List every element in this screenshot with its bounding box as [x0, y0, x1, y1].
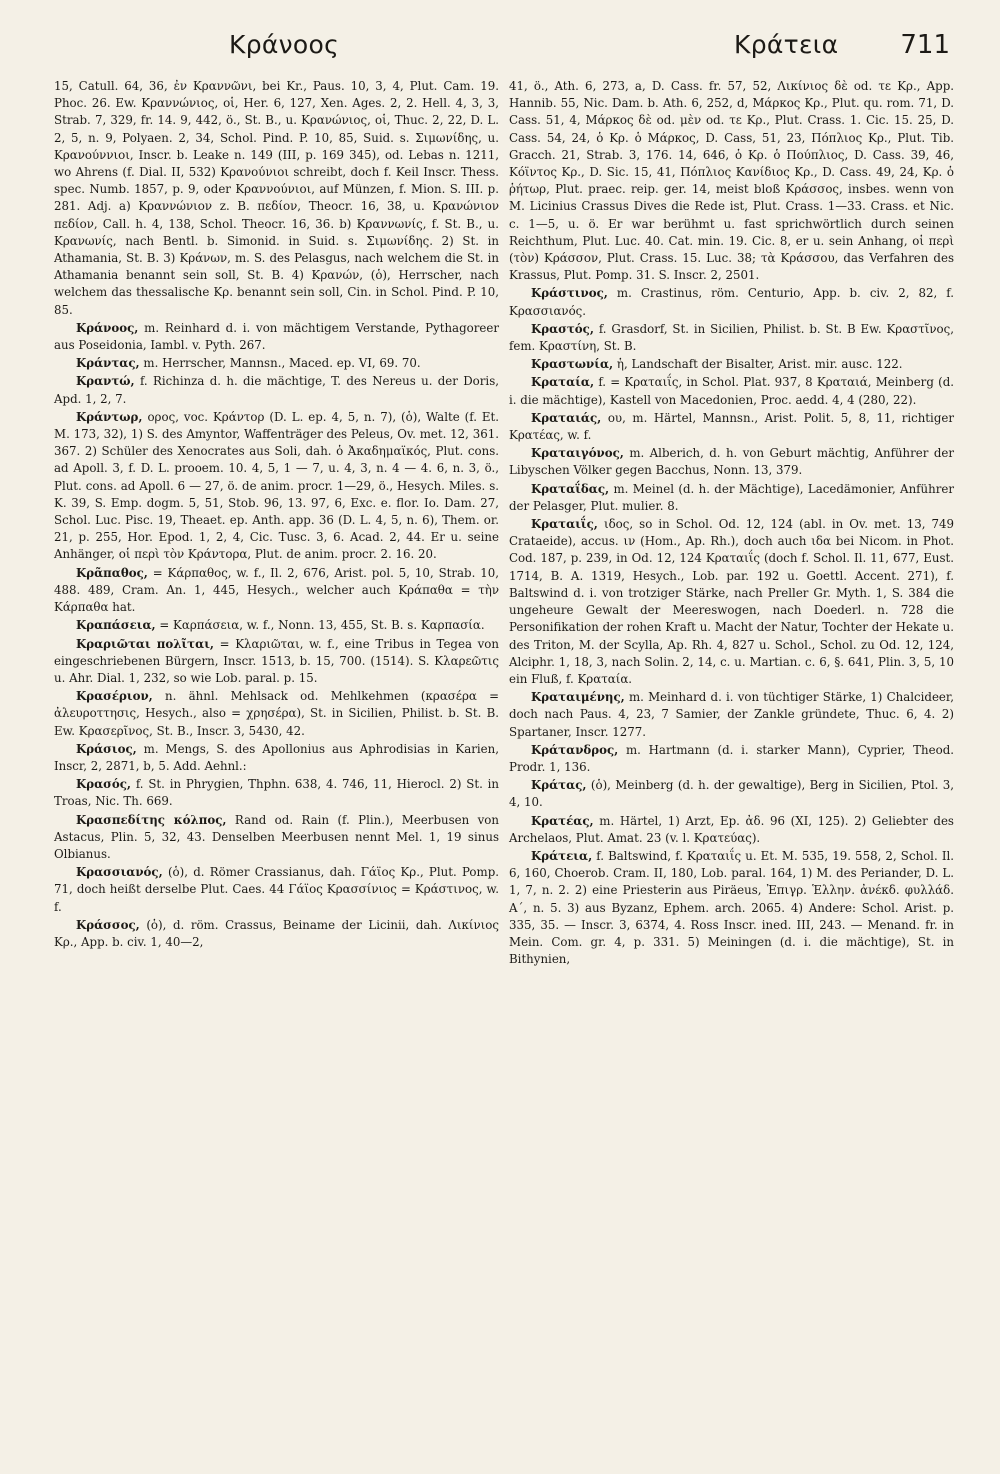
- entry-text: m. Reinhard d. i. von mächtigem Verstande, Pythagoreer aus Poseidonia, Iambl. v. Pyth. 267.: [54, 320, 499, 353]
- entry-text: ορος, voc. Κράντορ (D. L. ep. 4, 5, n. 7), (ὁ), Walte (f. Et. M. 173, 32), 1) S. des Amyntor, Waffenträger des Peleus, Ov. met. 12, 361. 367. 2) Schüler des Xenocrates aus Soli, dah. ὁ Ἀκαδημαϊκός, Plut. cons. ad Apoll. 3, f. D. L. prooem. 10. 4, 5, 1 — 7, u. 4, 3, n. 4 — 4. 6, n. 3, ö., Plut. cons. ad Apoll. 6 — 27, ö. de anim. procr. 1—29, ö., Hesych. Miles. s. K. 39, S. Emp. dogm. 5, 51, Stob. 96, 13. 97, 6, Exc. e. flor. Io. Dam. 27, Schol. Luc. Pisc. 19, Theaet. ep. Anth. app. 36 (D. L. 4, 5, n. 6), Them. or. 21, p. 255, Hor. Epod. 1, 2, 4, Cic. Tusc. 3, 6. Acad. 2, 44. Er u. seine Anhänger, οἱ περὶ τὸν Κράντορα, Plut. de anim. procr. 2. 16. 20.: [54, 409, 499, 562]
- entry-text: ἡ, Landschaft der Bisalter, Arist. mir. ausc. 122.: [616, 357, 903, 372]
- entry-lemma: Κραστωνία,: [531, 357, 614, 372]
- two-column-body: [54, 78, 954, 969]
- entry-lemma: Κρασός,: [76, 777, 132, 792]
- dictionary-entry: [54, 565, 499, 617]
- entry-text: = Καρπάσεια, w. f., Nonn. 13, 455, St. B. s. Καρπασία.: [159, 618, 485, 633]
- dictionary-entry: [54, 320, 499, 354]
- entry-lemma: Κράνοος,: [76, 320, 139, 335]
- left-running-headword: Κράνοος: [229, 30, 340, 59]
- dictionary-entry: [54, 373, 499, 407]
- dictionary-entry: [54, 812, 499, 864]
- entry-lemma: Κραταιμένης,: [531, 690, 625, 705]
- dictionary-entry: [509, 321, 954, 355]
- entry-text: n. ähnl. Mehlsack od. Mehlkehmen (κρασέρα = ἀλευροττησις, Hesych., also = χρησέρα), St. in Sicilien, Philist. b. St. B. Ew. Κρασερῖνος, St. B., Inscr. 3, 5430, 42.: [54, 689, 500, 738]
- dictionary-entry: [509, 445, 954, 479]
- entry-lemma: Κράτεια,: [531, 848, 593, 863]
- running-header: [54, 22, 954, 78]
- right-column: [509, 78, 954, 969]
- entry-lemma: Κράντας,: [76, 356, 140, 371]
- entry-text: m. Herrscher, Mannsn., Maced. ep. VI, 69. 70.: [143, 356, 421, 371]
- entry-lemma: Κράστινος,: [531, 286, 608, 301]
- dictionary-entry: [54, 409, 499, 564]
- entry-text: f. = Κραταιΐς, in Schol. Plat. 937, 8 Κραταιά, Meinberg (d. i. die mächtige), Kastell von Macedonien, Proc. aedd. 4, 4 (280, 22).: [509, 375, 955, 407]
- entry-lemma: Κρατέας,: [531, 813, 594, 828]
- dictionary-entry: [509, 374, 954, 408]
- left-column: [54, 78, 499, 969]
- entry-text: 41, ö., Ath. 6, 273, a, D. Cass. fr. 57, 52, Λικίνιος δὲ od. τε Κρ., App. Hannib. 55, Nic. Dam. b. Ath. 6, 252, d, Μάρκος Κρ., Plut. qu. rom. 71, D. Cass. 51, 4, Μάρκος δὲ od. μὲν od. τε Κρ., Plut. Crass. 1. Cic. 15. 25, D. Cass. 54, 24, ὁ Κρ. ὁ Μάρκος, D. Cass, 51, 23, Πόπλιος Κρ., Plut. Tib. Gracch. 21, Strab. 3, 176. 14, 646, ὁ Κρ. ὁ Πούπλιος, D. Cass. 39, 46, Κόϊντος Κρ., D. Sic. 15, 41, Πόπλιος Κανίδιος Κρ., D. Cass. 49, 24, Κρ. ὁ ῥήτωρ, Plut. praec. reip. ger. 14, meist bloß Κράσσος, insbes. wenn von M. Licinius Crassus Dives die Rede ist, Plut. Crass. 1—33. Crass. et Nic. c. 1—5, u. ö. Er war berühmt u. fast sprichwörtlich durch seinen Reichthum, Plut. Luc. 40. Cat. min. 19. Cic. 8, er u. sein Anhang, οἱ περὶ (τὸν) Κράσσον, Plut. Crass. 15. Luc. 38; τὰ Κράσσου, das Verfahren des Krassus, Plut. Pomp. 31. S. Inscr. 2, 2501.: [509, 79, 954, 283]
- dictionary-entry: [54, 864, 499, 916]
- entry-lemma: Κραταία,: [531, 375, 595, 390]
- entry-lemma: Κραριῶται πολῖται,: [76, 636, 215, 651]
- entry-lemma: Κραταιΐς,: [531, 517, 598, 532]
- entry-lemma: Κρᾶπαθος,: [76, 565, 148, 580]
- entry-lemma: Κράσιος,: [76, 741, 137, 756]
- dictionary-entry: [509, 481, 954, 515]
- entry-text: ιδος, so in Schol. Od. 12, 124 (abl. in Ov. met. 13, 749 Crataeide), accus. ιν (Hom., Ap. Rh.), doch auch ιδα bei Nicom. in Phot. Cod. 187, p. 239, in Od. 12, 124 Κραταιΐς (doch f. Schol. Il. 11, 677, Eust. 1714, B. A. 1319, Hesych., Lob. par. 192 u. Goettl. Accent. 271), f. Baltswind d. i. von trotziger Stärke, nach Preller Gr. Myth. 1, S. 384 die ungeheure Gewalt der Meereswogen, nach Doederl. n. 728 die Personifikation der rohen Kraft u. Macht der Natur, Tochter der Hekate u. des Triton, M. der Scylla, Ap. Rh. 4, 827 u. Schol., Schol. zu Od. 12, 124, Alciphr. 1, 18, 3, nach Solin. 2, 14, c. u. Martian. c. 6, §. 641, Plin. 3, 5, 10 ein Fluß, f. Κραταία.: [509, 517, 955, 686]
- dictionary-entry: [509, 516, 954, 688]
- entry-lemma: Κραντώ,: [76, 374, 135, 389]
- page-number: 711: [900, 30, 950, 60]
- entry-text: (ὁ), d. röm. Crassus, Beiname der Licinii, dah. Λικίνιος Κρ., App. b. civ. 1, 40—2,: [54, 917, 499, 949]
- entry-text: m. Mengs, S. des Apollonius aus Aphrodisias in Karien, Inscr, 2, 2871, b, 5. Add. Aehnl.:: [54, 741, 499, 773]
- right-running-headword: Κράτεια: [734, 30, 839, 59]
- entry-text: = Κάρπαθος, w. f., Il. 2, 676, Arist. pol. 5, 10, Strab. 10, 488. 489, Cram. An. 1, 445, Hesych., welcher auch Κράπαθα = τὴν Κάρπαθα hat.: [54, 565, 499, 615]
- entry-text: = Κλαριῶται, w. f., eine Tribus in Tegea von eingeschriebenen Bürgern, Inscr. 1513, b. 15, 700. (1514). S. Κλαρεῶτις u. Ahr. Dial. 1, 232, so wie Lob. paral. p. 15.: [54, 636, 500, 685]
- dictionary-entry: [54, 688, 499, 740]
- entry-text: m. Alberich, d. h. von Geburt mächtig, Anführer der Libyschen Völker gegen Bacchus, Nonn. 13, 379.: [509, 446, 954, 478]
- entry-lemma: Κραταιάς,: [531, 410, 602, 425]
- dictionary-entry: [509, 813, 954, 847]
- entry-text: 15, Catull. 64, 36, ἐν Κραννῶνι, bei Kr., Paus. 10, 3, 4, Plut. Cam. 19. Phoc. 26. Ew. Κραννώνιος, οἱ, Her. 6, 127, Xen. Ages. 2, 2. Hell. 4, 3, 3, Strab. 7, 329, fr. 14. 9, 442, ö., St. B., u. Κρανώνιος, οἱ, Thuc. 2, 22, D. L. 2, 5, n. 9, Polyaen. 2, 34, Schol. Pind. P. 10, 85, Suid. s. Σιμωνίδης, u. Κρανούννιοι, Inscr. b. Leake n. 149 (III, p. 169 345), od. Lebas n. 1211, wo Ahrens (f. Dial. II, 532) Κρανούνιοι schreibt, doch f. Keil Inscr. Thess. spec. Numb. 1857, p. 9, oder Κραννούνιοι, auf Münzen, f. Mion. S. III. p. 281. Adj. a) Κραννώνιον z. B. πεδίον, Theocr. 16, 38, u. Κρανώνιον πεδίον, Call. h. 4, 138, Schol. Theocr. 16, 36. b) Κραννωνίς, f. St. B., u. Κρανωνίς, nach Bentl. b. Simonid. in Suid. s. Σιμωνίδης. 2) St. in Athamania, St. B. 3) Κράνων, m. S. des Pelasgus, nach welchem die St. in Athamania benannt sein soll, St. B. 4) Κρανών, (ὁ), Herrscher, nach welchem das thessalische Κρ. benannt sein soll, Cin. in Schol. Pind. P. 10, 85.: [54, 79, 499, 317]
- dictionary-entry: [509, 848, 954, 968]
- dictionary-entry: [509, 689, 954, 741]
- dictionary-entry: [509, 356, 954, 373]
- entry-lemma: Κράτας,: [531, 778, 587, 793]
- entry-lemma: Κραστός,: [531, 321, 594, 336]
- entry-lemma: Κραπάσεια,: [76, 618, 156, 633]
- entry-continuation: [54, 78, 499, 319]
- entry-lemma: Κραταιγόνος,: [531, 446, 624, 461]
- entry-text: m. Meinel (d. h. der Mächtige), Lacedämonier, Anführer der Pelasger, Plut. mulier. 8.: [509, 481, 954, 513]
- entry-text: f. St. in Phrygien, Thphn. 638, 4. 746, 11, Hierocl. 2) St. in Troas, Nic. Th. 669.: [54, 777, 499, 809]
- dictionary-entry: [54, 617, 499, 634]
- entry-lemma: Κράσσος,: [76, 917, 140, 932]
- dictionary-entry: [509, 410, 954, 444]
- entry-text: f. Richinza d. h. die mächtige, T. des Nereus u. der Doris, Apd. 1, 2, 7.: [54, 374, 499, 406]
- entry-text: (ὁ), Meinberg (d. h. der gewaltige), Berg in Sicilien, Ptol. 3, 4, 10.: [509, 778, 955, 810]
- dictionary-entry: [54, 776, 499, 810]
- dictionary-entry: [509, 285, 954, 319]
- dictionary-entry: [54, 355, 499, 372]
- entry-continuation: [509, 78, 954, 284]
- entry-lemma: Κραταΐδας,: [531, 481, 610, 496]
- entry-text: Rand od. Rain (f. Plin.), Meerbusen von Astacus, Plin. 5, 32, 43. Denselben Meerbusen nennt Mel. 1, 19 sinus Olbianus.: [54, 812, 499, 861]
- entry-lemma: Κράντωρ,: [76, 409, 143, 424]
- entry-text: m. Crastinus, röm. Centurio, App. b. civ. 2, 82, f. Κρασσιανός.: [509, 286, 954, 318]
- entry-lemma: Κρασσιανός,: [76, 865, 163, 880]
- dictionary-entry: [509, 777, 954, 811]
- dictionary-entry: [54, 636, 499, 688]
- dictionary-entry: [54, 741, 499, 775]
- entry-text: f. Baltswind, f. Κραταιΐς u. Et. M. 535, 19. 558, 2, Schol. Il. 6, 160, Choerob. Cram. II, 180, Lob. paral. 164, 1) M. des Periander, D. L. 1, 7, n. 2. 2) eine Priesterin aus Piräeus, Ἐπιγρ. Ἑλλην. ἀνέκδ. φυλλάδ. Α΄, n. 5. 3) aus Byzanz, Ephem. arch. 2065. 4) Andere: Schol. Arist. p. 335, 35. — Inscr. 3, 6374, 4. Ross Inscr. ined. III, 243. — Menand. fr. in Mein. Com. gr. 4, p. 331. 5) Meiningen (d. i. die mächtige), St. in Bithynien,: [509, 848, 954, 967]
- entry-text: m. Hartmann (d. i. starker Mann), Cyprier, Theod. Prodr. 1, 136.: [509, 742, 954, 774]
- entry-text: m. Meinhard d. i. von tüchtiger Stärke, 1) Chalcideer, doch nach Paus. 4, 23, 7 Samier, der Zankle gründete, Thuc. 6, 4. 2) Spartaner, Inscr. 1277.: [509, 690, 955, 739]
- entry-text: f. Grasdorf, St. in Sicilien, Philist. b. St. B Ew. Κραστῖνος, fem. Κραστίνη, St. B.: [509, 321, 955, 354]
- dictionary-entry: [54, 917, 499, 951]
- entry-text: m. Härtel, 1) Arzt, Ep. ἀδ. 96 (XI, 125). 2) Geliebter des Archelaos, Plut. Amat. 23 (v. l. Κρατεύας).: [509, 813, 954, 845]
- entry-lemma: Κρασέριον,: [76, 689, 153, 704]
- entry-text: (ὁ), d. Römer Crassianus, dah. Γάϊος Κρ., Plut. Pomp. 71, doch heißt derselbe Plut. Caes. 44 Γάϊος Κρασσίνιος = Κράστινος, w. f.: [54, 865, 500, 914]
- entry-lemma: Κράτανδρος,: [531, 742, 619, 757]
- entry-lemma: Κρασπεδίτης κόλπος,: [76, 812, 227, 827]
- dictionary-entry: [509, 742, 954, 776]
- entry-text: ου, m. Härtel, Mannsn., Arist. Polit. 5, 8, 11, richtiger Κρατέας, w. f.: [509, 410, 954, 443]
